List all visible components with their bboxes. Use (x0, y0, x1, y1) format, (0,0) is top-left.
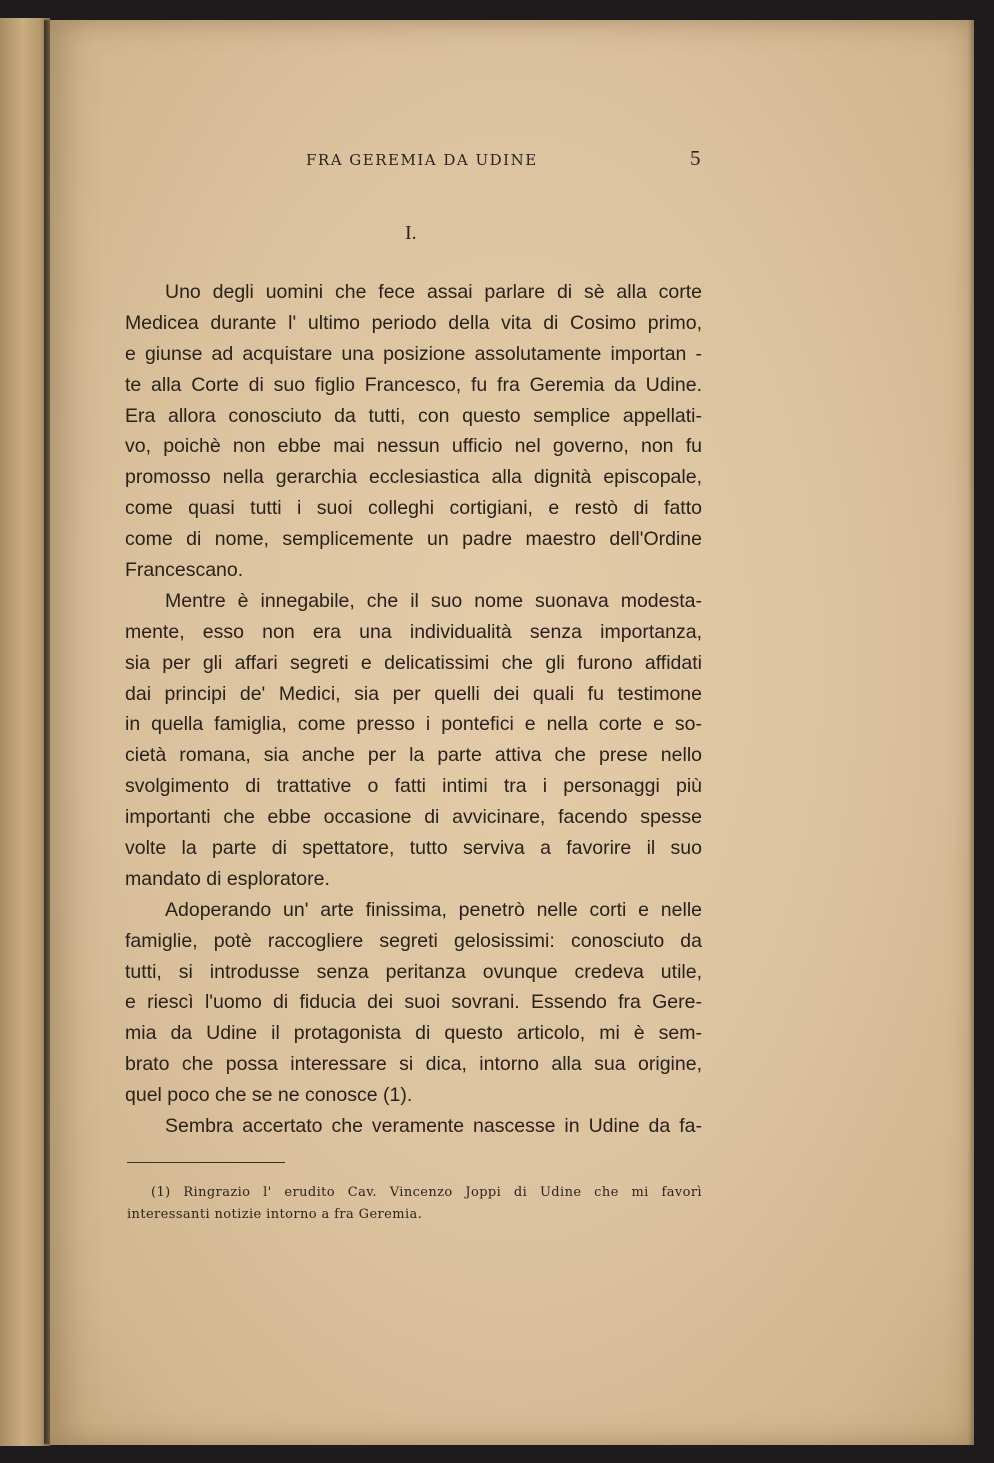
text-line: te alla Corte di suo figlio Francesco, fu fra Geremia da Udine. (125, 373, 702, 396)
text-line: in quella famiglia, come presso i pontefici e nella corte e so- (125, 713, 702, 736)
footnote-rule (127, 1162, 285, 1163)
text-line: cietà romana, sia anche per la parte attiva che prese nello (125, 744, 702, 767)
text-line: e riescì l'uomo di fiducia dei suoi sovrani. Essendo fra Gere- (125, 991, 702, 1014)
text-line: come quasi tutti i suoi colleghi cortigiani, e restò di fatto (125, 497, 702, 520)
text-line: tutti, si introdusse senza peritanza ovunque credeva utile, (125, 960, 702, 983)
text-line: importanti che ebbe occasione di avvicinare, facendo spesse (125, 806, 702, 829)
text-line: mandato di esploratore. (125, 867, 330, 890)
text-line: svolgimento di trattative o fatti intimi tra i personaggi più (125, 775, 702, 798)
footnote (127, 1182, 702, 1226)
text-line: famiglie, potè raccogliere segreti gelosissimi: conosciuto da (125, 929, 702, 952)
text-line: sia per gli affari segreti e delicatissimi che gli furono affidati (125, 651, 702, 674)
text-line: promosso nella gerarchia ecclesiastica alla dignità episcopale, (125, 466, 702, 489)
text-line: Francescano. (125, 559, 244, 582)
text-line: mente, esso non era una individualità senza importanza, (125, 620, 702, 643)
text-line: come di nome, semplicemente un padre maestro dell'Ordine (125, 528, 702, 551)
section-number: I. (405, 222, 417, 244)
page-number: 5 (690, 146, 701, 170)
text-line: volte la parte di spettatore, tutto serviva a favorire il suo (125, 837, 702, 860)
text-line: brato che possa interessare si dica, intorno alla sua origine, (125, 1053, 702, 1076)
text-line: quel poco che se ne conosce (1). (125, 1084, 413, 1107)
text-line: Medicea durante l' ultimo periodo della vita di Cosimo primo, (125, 311, 702, 334)
text-line: vo, poichè non ebbe mai nessun ufficio nel governo, non fu (125, 435, 702, 458)
text-line: mia da Udine il protagonista di questo articolo, mi è sem- (125, 1022, 702, 1045)
text-line: Sembra accertato che veramente nascesse in Udine da fa- (165, 1115, 702, 1138)
running-head: FRA GEREMIA DA UDINE (306, 151, 538, 169)
text-line: Mentre è innegabile, che il suo nome suonava modesta- (165, 589, 702, 612)
footnote-line: interessanti notizie intorno a fra Geremia. (127, 1207, 423, 1222)
text-line: Era allora conosciuto da tutti, con questo semplice appellati- (125, 404, 702, 427)
text-line: Adoperando un' arte finissima, penetrò nelle corti e nelle (165, 898, 702, 921)
text-line: Uno degli uomini che fece assai parlare di sè alla corte (165, 281, 702, 303)
text-line: e giunse ad acquistare una posizione assolutamente importan - (125, 342, 702, 365)
footnote-line: (1) Ringrazio l' erudito Cav. Vincenzo Joppi di Udine che mi favorì (151, 1185, 702, 1200)
facing-page-edge (0, 18, 50, 1446)
body-text (125, 277, 702, 1142)
text-line: dai principi de' Medici, sia per quelli dei quali fu testimone (125, 682, 702, 705)
